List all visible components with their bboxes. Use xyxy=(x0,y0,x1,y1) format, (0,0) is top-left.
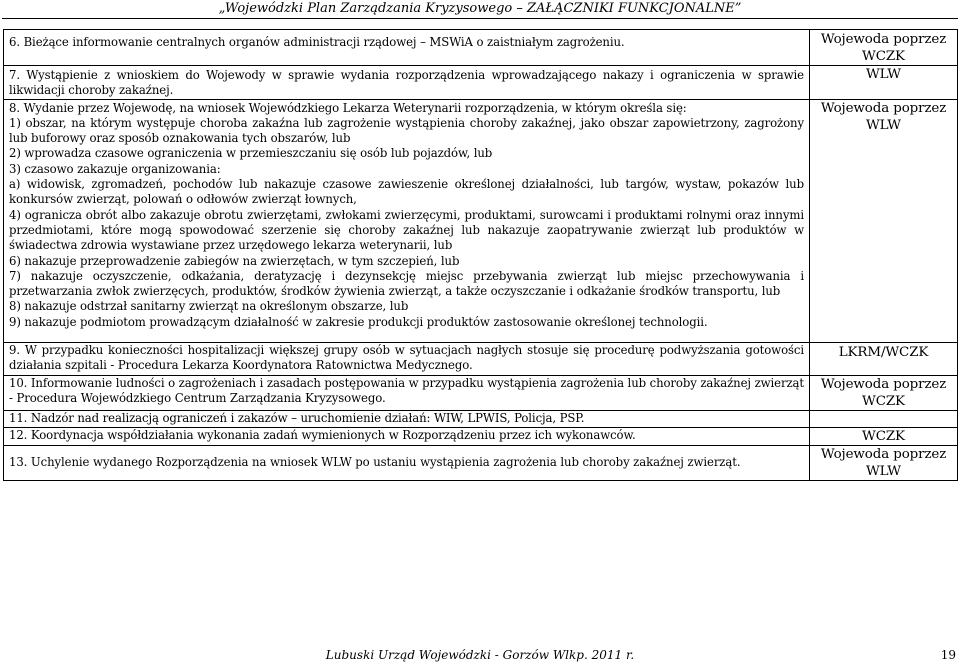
task-subitem: 3) czasowo zakazuje organizowania: xyxy=(9,161,221,176)
task-cell xyxy=(4,30,810,66)
task-text: 10. Informowanie ludności o zagrożeniach i zasadach postępowania w przypadku wystąpienia zagrożenia lub choroby zakaźnej zwierząt - Procedura Wojewódzkiego Centrum Zarządzania Kryzysowego. xyxy=(9,375,804,405)
task-text: 6. Bieżące informowanie centralnych organów administracji rządowej – MSWiA o zaistniałym zagrożeniu. xyxy=(9,35,625,49)
table-row xyxy=(4,410,958,427)
task-subitem: 6) nakazuje przeprowadzenie zabiegów na zwierzętach, w tym szczepień, lub xyxy=(9,253,460,268)
responsible-line: Wojewoda poprzez xyxy=(820,446,947,462)
responsible-cell xyxy=(810,410,958,427)
task-text: 12. Koordynacja współdziałania wykonania zadań wymienionych w Rozporządzeniu przez ich wykonawców. xyxy=(9,427,636,442)
responsible-line: LKRM/WCZK xyxy=(838,344,929,360)
document-title: „Wojewódzki Plan Zarządzania Kryzysowego – ZAŁĄCZNIKI FUNKCJONALNE” xyxy=(218,1,742,16)
responsible-line: WCZK xyxy=(862,393,905,409)
table-row xyxy=(4,99,958,342)
responsible-cell xyxy=(810,99,958,342)
task-subitem: 4) ogranicza obrót albo zakazuje obrotu zwierzętami, zwłokami zwierzęcymi, produktami, surowcami i produktami rolnymi oraz innymi przedmiotami, które mogą spowodować szerzenie się choroby zakaźnej lub nakazuje zaopatrywanie zwierząt lub produktów w świadectwa zdrowia wystawiane przez urzędowego lekarza weterynarii, lub xyxy=(9,207,804,253)
task-intro: 8. Wydanie przez Wojewodę, na wniosek Wojewódzkiego Lekarza Weterynarii rozporządzenia, w którym określa się: xyxy=(9,100,687,115)
table-row xyxy=(4,66,958,100)
responsible-line: Wojewoda poprzez xyxy=(820,32,947,47)
task-cell xyxy=(4,66,810,100)
responsible-line: Wojewoda poprzez xyxy=(820,376,947,392)
responsible-line: WLW xyxy=(866,67,901,82)
task-subitem: 2) wprowadza czasowe ograniczenia w przemieszczaniu się osób lub pojazdów, lub xyxy=(9,146,493,161)
task-text: 7. Wystąpienie z wnioskiem do Wojewody w sprawie wydania rozporządzenia wprowadzającego nakazy i ograniczenia w sprawie likwidacji choroby zakaźnej. xyxy=(9,68,804,98)
footer-text: Lubuski Urząd Wojewódzki - Gorzów Wlkp. 2011 r. xyxy=(325,648,635,662)
task-text: 11. Nadzór nad realizacją ograniczeń i zakazów – uruchomienie działań: WIW, LPWIS, Policja, PSP. xyxy=(9,410,585,425)
task-subitem: a) widowisk, zgromadzeń, pochodów lub nakazuje czasowe zawieszenie określonej działalności, lub targów, wystaw, pokazów lub konkursów zwierząt, polowań o odłowów zwierząt łownych, xyxy=(9,177,804,207)
task-cell xyxy=(4,342,810,375)
table-row xyxy=(4,427,958,445)
task-cell xyxy=(4,375,810,410)
task-text: 9. W przypadku konieczności hospitalizacji większej grupy osób w sytuacjach nagłych stosuje się procedurę podwyższania gotowości działania szpitali - Procedura Lekarza Koordynatora Ratownictwa Medycznego. xyxy=(9,342,804,372)
responsible-line: Wojewoda poprzez xyxy=(820,100,947,116)
responsible-line: WLW xyxy=(866,463,901,479)
responsible-cell xyxy=(810,427,958,445)
responsible-cell xyxy=(810,445,958,480)
responsible-line: WCZK xyxy=(862,49,905,64)
header-rule xyxy=(2,18,958,19)
task-cell xyxy=(4,99,810,342)
responsible-cell xyxy=(810,66,958,100)
task-cell xyxy=(4,427,810,445)
page-footer xyxy=(0,648,960,662)
responsible-cell xyxy=(810,375,958,410)
task-subitem: 8) nakazuje odstrzał sanitarny zwierząt na określonym obszarze, lub xyxy=(9,299,409,314)
task-cell xyxy=(4,445,810,480)
table-row xyxy=(4,342,958,375)
table-row xyxy=(4,30,958,66)
responsible-line: WLW xyxy=(866,117,901,133)
task-text: 13. Uchylenie wydanego Rozporządzenia na wniosek WLW po ustaniu wystąpienia zagrożenia lub choroby zakaźnej zwierząt. xyxy=(9,454,741,469)
responsible-line: WCZK xyxy=(862,428,905,444)
table-row xyxy=(4,375,958,410)
task-subitem: 7) nakazuje oczyszczenie, odkażania, deratyzację i dezynsekcję miejsc przebywania zwierząt lub miejsc przechowywania i przetwarzania zwłok zwierzęcych, produktów, środków żywienia zwierząt, a także oczyszczanie i odkażanie środków transportu, lub xyxy=(9,268,804,299)
task-subitem: 1) obszar, na którym występuje choroba zakaźna lub zagrożenie wystąpienia choroby zakaźnej, jako obszar zapowietrzony, zagrożony lub buforowy oraz sposób oznakowania tych obszarów, lub xyxy=(9,115,804,146)
responsible-cell xyxy=(810,342,958,375)
procedure-table xyxy=(3,29,958,481)
task-cell xyxy=(4,410,810,427)
table-row xyxy=(4,445,958,480)
page-header xyxy=(0,0,960,16)
responsible-cell xyxy=(810,30,958,66)
page-number: 19 xyxy=(940,648,956,662)
task-subitem: 9) nakazuje podmiotom prowadzącym działalność w zakresie produkcji produktów zastosowanie określonej technologii. xyxy=(9,314,708,329)
